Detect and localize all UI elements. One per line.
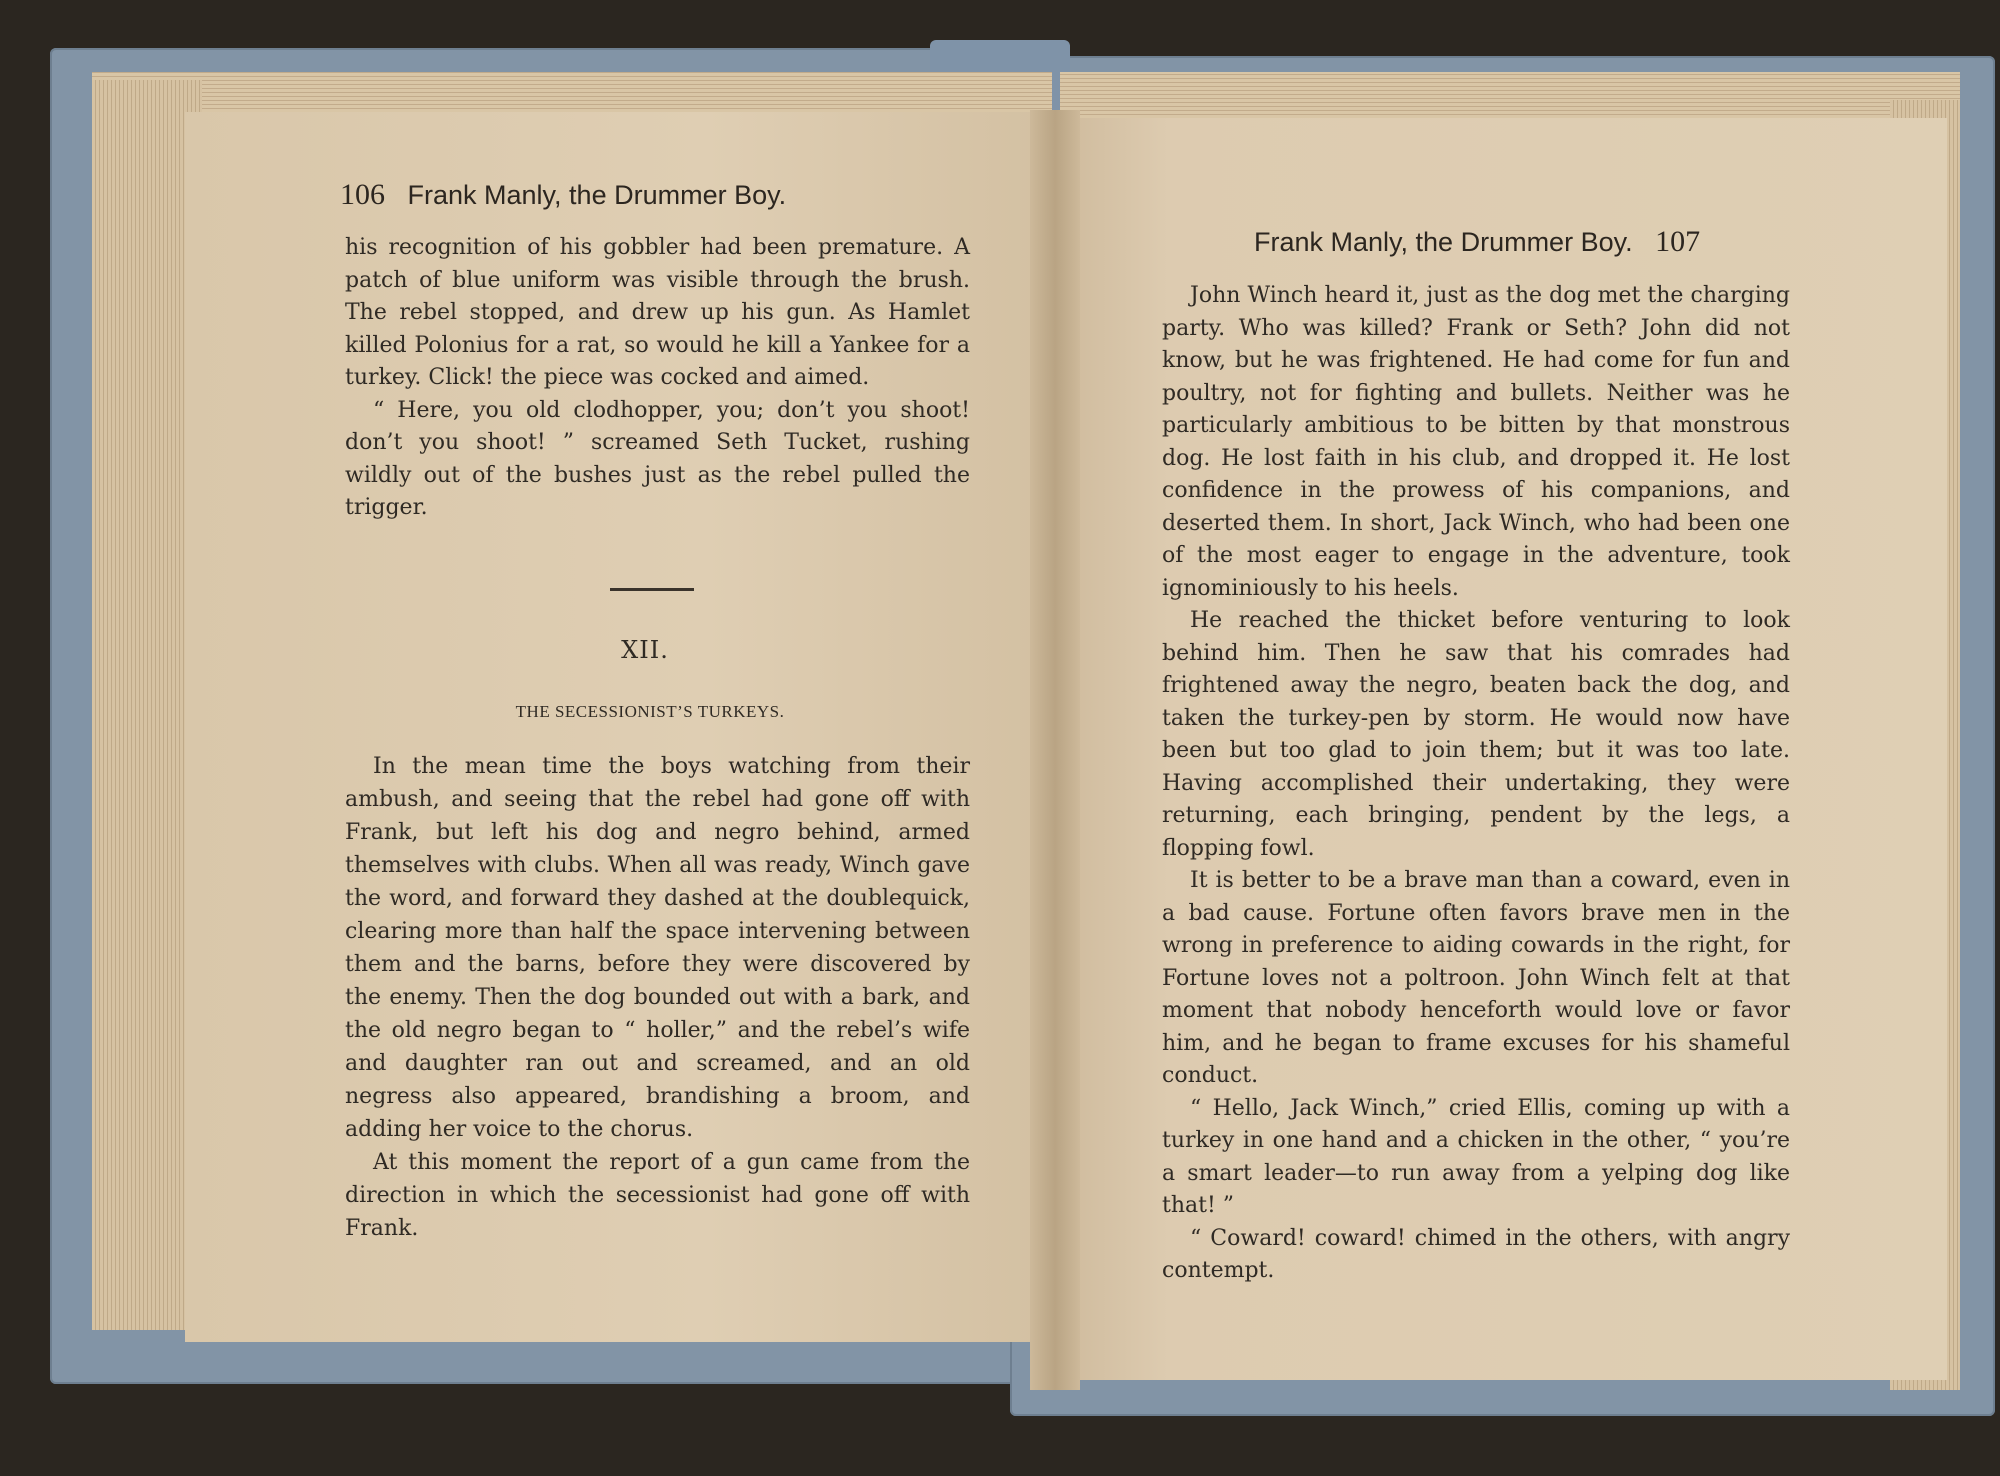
right-running-head bbox=[1254, 225, 1700, 259]
left-page-number: 106 bbox=[340, 178, 385, 211]
section-divider bbox=[610, 588, 694, 591]
left-text-bottom bbox=[345, 750, 970, 1245]
left-running-head bbox=[340, 178, 786, 212]
paragraph: At this moment the report of a gun came from the direction in which the secessionist had gone off with Frank. bbox=[345, 1150, 970, 1241]
chapter-title: THE SECESSIONIST’S TURKEYS. bbox=[515, 702, 785, 721]
paragraph: “ Hello, Jack Winch,” cried Ellis, coming up with a turkey in one hand and a chicken in the other, “ you’re a smart leader—to run away from a yelping dog like that! ” bbox=[1162, 1095, 1790, 1218]
left-text-top bbox=[345, 232, 970, 525]
paragraph: “ Here, you old clodhopper, you; don’t you shoot! don’t you shoot! ” screamed Seth Tucket, rushing wildly out of the bushes just as the rebel pulled the trigger. bbox=[345, 397, 970, 520]
page-edges-top-left bbox=[92, 72, 1052, 112]
paragraph: He reached the thicket before venturing to look behind him. Then he saw that his comrades had frightened away the negro, beaten back the dog, and taken the turkey-pen by storm. He would now have been but too glad to join them; but it was too late. Having accomplished their undertaking, they were returning, each bringing, pendent by the legs, a flopping fowl. bbox=[1162, 608, 1790, 861]
page-edges-top-right bbox=[1060, 72, 1960, 122]
paragraph: “ Coward! coward! chimed in the others, with angry contempt. bbox=[1162, 1225, 1790, 1283]
paragraph: his recognition of his gobbler had been premature. A patch of blue uniform was visible through the brush. The rebel stopped, and drew up his gun. As Hamlet killed Polonius for a rat, so would he kill a Yankee for a turkey. Click! the piece was cocked and aimed. bbox=[345, 235, 970, 390]
paragraph: In the mean time the boys watching from their ambush, and seeing that the rebel had gone off with Frank, but left his dog and negro behind, armed themselves with clubs. When all was ready, Winch gave the word, and forward they dashed at the doublequick, clearing more than half the space intervening between them and the barns, before they were discovered by the enemy. Then the dog bounded out with a bark, and the old negro began to “ holler,” and the rebel’s wife and daughter ran out and screamed, and an old negress also appeared, brandishing a broom, and adding her voice to the chorus. bbox=[345, 754, 970, 1142]
paragraph: It is better to be a brave man than a coward, even in a bad cause. Fortune often favors brave men in the wrong in preference to aiding cowards in the right, for Fortune loves not a poltroon. John Winch felt at that moment that nobody henceforth would love or favor him, and he began to frame excuses for his shameful conduct. bbox=[1162, 868, 1790, 1088]
right-text bbox=[1162, 280, 1790, 1288]
book-gutter bbox=[1030, 110, 1080, 1390]
left-running-title: Frank Manly, the Drummer Boy. bbox=[407, 180, 787, 210]
chapter-number: XII. bbox=[621, 636, 669, 664]
right-running-title: Frank Manly, the Drummer Boy. bbox=[1254, 227, 1633, 257]
paragraph: John Winch heard it, just as the dog met the charging party. Who was killed? Frank or Seth? John did not know, but he was frightened. He had come for fun and poultry, not for fighting and bullets. Neither was he particularly ambitious to be bitten by that monstrous dog. He lost faith in his club, and dropped it. He lost confidence in the prowess of his companions, and deserted them. In short, Jack Winch, who had been one of the most eager to engage in the adventure, took ignominiously to his heels. bbox=[1162, 283, 1790, 601]
right-page-number: 107 bbox=[1655, 225, 1701, 258]
